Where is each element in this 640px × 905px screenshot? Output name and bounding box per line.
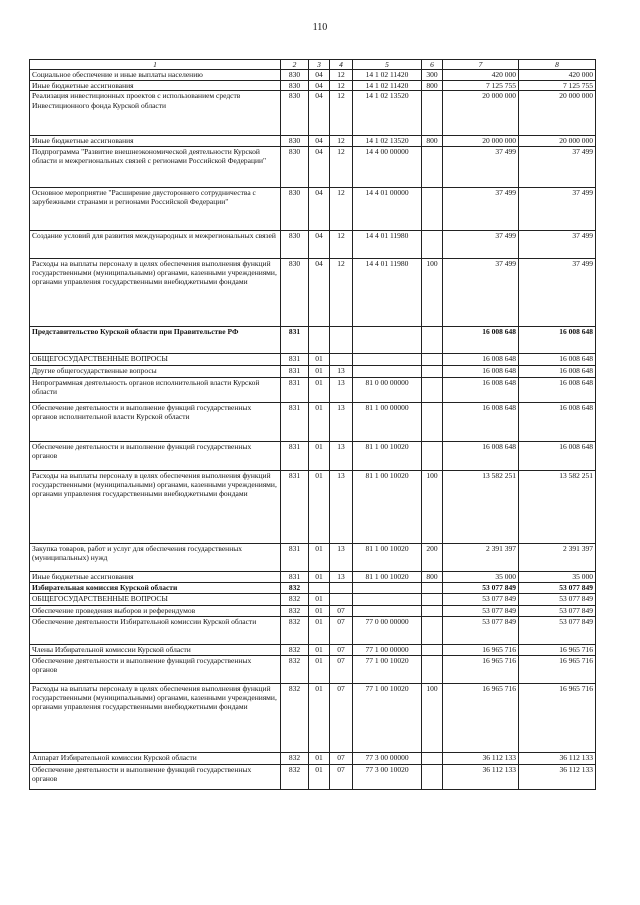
table-row: [30, 80, 596, 90]
section-code-cell: 01: [309, 764, 330, 789]
column-number-row: [30, 60, 596, 70]
department-code-cell: 832: [281, 616, 309, 644]
amount-cell: 36 112 133: [519, 752, 596, 764]
section-code-cell: 01: [309, 616, 330, 644]
target-article-cell: 14 4 01 11980: [353, 230, 422, 258]
amount-cell: 420 000: [443, 70, 519, 80]
subsection-code-cell: 07: [330, 764, 353, 789]
target-article-cell: 81 1 00 10020: [353, 470, 422, 543]
table-row: [30, 353, 596, 365]
target-article-cell: [353, 593, 422, 605]
amount-cell: 53 077 849: [443, 616, 519, 644]
amount-cell: 13 582 251: [443, 470, 519, 543]
expense-type-cell: 300: [422, 70, 443, 80]
expense-type-cell: 100: [422, 683, 443, 752]
table-body: [30, 70, 596, 789]
amount-cell: 16 965 716: [443, 683, 519, 752]
subsection-code-cell: 07: [330, 616, 353, 644]
page-number: 110: [312, 22, 328, 33]
table-row: [30, 326, 596, 353]
target-article-cell: 77 0 00 00000: [353, 616, 422, 644]
expense-name-cell: Иные бюджетные ассигнования: [30, 136, 281, 146]
subsection-code-cell: [330, 326, 353, 353]
target-article-cell: 14 4 01 11980: [353, 258, 422, 326]
target-article-cell: 14 1 02 11420: [353, 70, 422, 80]
subsection-code-cell: 12: [330, 230, 353, 258]
target-article-cell: [353, 353, 422, 365]
department-code-cell: 831: [281, 326, 309, 353]
amount-cell: 16 965 716: [519, 644, 596, 655]
subsection-code-cell: 13: [330, 441, 353, 470]
amount-cell: 16 008 648: [443, 326, 519, 353]
target-article-cell: 81 1 00 00000: [353, 402, 422, 441]
section-code-cell: 04: [309, 136, 330, 146]
section-code-cell: 01: [309, 752, 330, 764]
department-code-cell: 832: [281, 655, 309, 683]
table-row: [30, 136, 596, 146]
amount-cell: 16 008 648: [443, 377, 519, 402]
amount-cell: 16 008 648: [519, 441, 596, 470]
amount-cell: 16 008 648: [519, 365, 596, 377]
expense-name-cell: Члены Избирательной комиссии Курской области: [30, 644, 281, 655]
amount-cell: 16 008 648: [443, 441, 519, 470]
amount-cell: 16 965 716: [443, 644, 519, 655]
amount-cell: 16 965 716: [519, 683, 596, 752]
section-code-cell: 01: [309, 655, 330, 683]
expense-type-cell: 100: [422, 258, 443, 326]
subsection-code-cell: 12: [330, 146, 353, 187]
section-code-cell: 01: [309, 441, 330, 470]
expense-name-cell: Расходы на выплаты персоналу в целях обеспечения выполнения функций государственными (муниципальными) органами, казенными учреждениями, органами управления государственными внебюджетными фондами: [30, 470, 281, 543]
expense-name-cell: Иные бюджетные ассигнования: [30, 80, 281, 90]
department-code-cell: 830: [281, 146, 309, 187]
table-row: [30, 470, 596, 543]
expense-name-cell: Аппарат Избирательной комиссии Курской области: [30, 752, 281, 764]
department-code-cell: 832: [281, 644, 309, 655]
amount-cell: 420 000: [519, 70, 596, 80]
subsection-code-cell: 13: [330, 365, 353, 377]
subsection-code-cell: [330, 353, 353, 365]
section-code-cell: 01: [309, 402, 330, 441]
table-row: [30, 230, 596, 258]
table-row: [30, 605, 596, 616]
table-row: [30, 752, 596, 764]
table-row: [30, 402, 596, 441]
amount-cell: 37 499: [519, 230, 596, 258]
department-code-cell: 831: [281, 365, 309, 377]
subsection-code-cell: 07: [330, 752, 353, 764]
department-code-cell: 831: [281, 571, 309, 582]
expense-name-cell: Обеспечение деятельности и выполнение функций государственных органов исполнительной власти Курской области: [30, 402, 281, 441]
subsection-code-cell: 12: [330, 91, 353, 136]
table-row: [30, 571, 596, 582]
subsection-code-cell: 13: [330, 571, 353, 582]
expense-name-cell: Непрограммная деятельность органов исполнительной власти Курской области: [30, 377, 281, 402]
department-code-cell: 830: [281, 187, 309, 230]
expense-name-cell: ОБЩЕГОСУДАРСТВЕННЫЕ ВОПРОСЫ: [30, 353, 281, 365]
department-code-cell: 830: [281, 70, 309, 80]
expense-type-cell: [422, 582, 443, 593]
amount-cell: 16 008 648: [443, 353, 519, 365]
expense-name-cell: Расходы на выплаты персоналу в целях обеспечения выполнения функций государственными (муниципальными) органами, казенными учреждениями, органами управления государственными внебюджетными фондами: [30, 683, 281, 752]
target-article-cell: [353, 365, 422, 377]
expense-type-cell: [422, 593, 443, 605]
subsection-code-cell: 13: [330, 470, 353, 543]
table-row: [30, 644, 596, 655]
target-article-cell: 77 1 00 10020: [353, 655, 422, 683]
department-code-cell: 831: [281, 441, 309, 470]
department-code-cell: 832: [281, 593, 309, 605]
expense-type-cell: [422, 441, 443, 470]
amount-cell: 20 000 000: [443, 136, 519, 146]
budget-table: [29, 59, 596, 790]
expense-type-cell: 100: [422, 470, 443, 543]
target-article-cell: 77 3 00 10020: [353, 764, 422, 789]
section-code-cell: 04: [309, 91, 330, 136]
expense-name-cell: Обеспечение деятельности и выполнение функций государственных органов: [30, 655, 281, 683]
table-row: [30, 377, 596, 402]
target-article-cell: 14 1 02 13520: [353, 91, 422, 136]
expense-name-cell: Закупка товаров, работ и услуг для обеспечения государственных (муниципальных) нужд: [30, 543, 281, 571]
subsection-code-cell: 12: [330, 187, 353, 230]
subsection-code-cell: 12: [330, 258, 353, 326]
amount-cell: 16 008 648: [443, 365, 519, 377]
expense-type-cell: [422, 230, 443, 258]
amount-cell: 16 008 648: [519, 353, 596, 365]
section-code-cell: 04: [309, 70, 330, 80]
department-code-cell: 830: [281, 91, 309, 136]
section-code-cell: 01: [309, 605, 330, 616]
target-article-cell: 77 1 00 10020: [353, 683, 422, 752]
expense-type-cell: [422, 326, 443, 353]
target-article-cell: [353, 582, 422, 593]
expense-name-cell: Обеспечение деятельности Избирательной комиссии Курской области: [30, 616, 281, 644]
department-code-cell: 830: [281, 80, 309, 90]
amount-cell: 20 000 000: [519, 136, 596, 146]
expense-type-cell: [422, 187, 443, 230]
expense-type-cell: [422, 616, 443, 644]
amount-cell: 53 077 849: [519, 605, 596, 616]
amount-cell: 2 391 397: [443, 543, 519, 571]
section-code-cell: 01: [309, 353, 330, 365]
target-article-cell: 77 1 00 00000: [353, 644, 422, 655]
expense-type-cell: [422, 365, 443, 377]
amount-cell: 16 965 716: [519, 655, 596, 683]
column-number: 1: [30, 60, 281, 70]
amount-cell: 53 077 849: [519, 616, 596, 644]
target-article-cell: 14 1 02 13520: [353, 136, 422, 146]
subsection-code-cell: 12: [330, 70, 353, 80]
department-code-cell: 831: [281, 543, 309, 571]
amount-cell: 53 077 849: [443, 582, 519, 593]
expense-type-cell: [422, 764, 443, 789]
subsection-code-cell: [330, 582, 353, 593]
section-code-cell: 01: [309, 365, 330, 377]
section-code-cell: 04: [309, 80, 330, 90]
expense-name-cell: Обеспечение проведения выборов и референдумов: [30, 605, 281, 616]
target-article-cell: 81 1 00 10020: [353, 441, 422, 470]
expense-type-cell: [422, 752, 443, 764]
amount-cell: 35 000: [443, 571, 519, 582]
department-code-cell: 830: [281, 230, 309, 258]
expense-type-cell: [422, 91, 443, 136]
expense-type-cell: [422, 605, 443, 616]
column-number: 4: [330, 60, 353, 70]
table-row: [30, 258, 596, 326]
amount-cell: 7 125 755: [443, 80, 519, 90]
expense-type-cell: [422, 644, 443, 655]
column-number: 3: [309, 60, 330, 70]
department-code-cell: 832: [281, 582, 309, 593]
section-code-cell: 04: [309, 258, 330, 326]
section-code-cell: 01: [309, 593, 330, 605]
department-code-cell: 832: [281, 683, 309, 752]
expense-name-cell: Основное мероприятие "Расширение двустороннего сотрудничества с зарубежными странами и регионами Российской Федерации": [30, 187, 281, 230]
table-row: [30, 441, 596, 470]
amount-cell: 37 499: [443, 146, 519, 187]
section-code-cell: 04: [309, 146, 330, 187]
expense-type-cell: 800: [422, 136, 443, 146]
target-article-cell: [353, 605, 422, 616]
department-code-cell: 830: [281, 258, 309, 326]
department-code-cell: 832: [281, 605, 309, 616]
table-row: [30, 655, 596, 683]
expense-type-cell: [422, 146, 443, 187]
amount-cell: 36 112 133: [443, 752, 519, 764]
amount-cell: 37 499: [519, 258, 596, 326]
target-article-cell: 14 4 01 00000: [353, 187, 422, 230]
subsection-code-cell: [330, 593, 353, 605]
section-code-cell: 01: [309, 644, 330, 655]
subsection-code-cell: 07: [330, 683, 353, 752]
expense-name-cell: Обеспечение деятельности и выполнение функций государственных органов: [30, 441, 281, 470]
amount-cell: 7 125 755: [519, 80, 596, 90]
department-code-cell: 831: [281, 377, 309, 402]
table-row: [30, 91, 596, 136]
section-code-cell: [309, 326, 330, 353]
amount-cell: 20 000 000: [519, 91, 596, 136]
subsection-code-cell: 13: [330, 402, 353, 441]
table-row: [30, 593, 596, 605]
column-number: 5: [353, 60, 422, 70]
department-code-cell: 831: [281, 470, 309, 543]
table-row: [30, 543, 596, 571]
section-code-cell: 01: [309, 683, 330, 752]
column-number: 6: [422, 60, 443, 70]
expense-name-cell: Расходы на выплаты персоналу в целях обеспечения выполнения функций государственными (муниципальными) органами, казенными учреждениями, органами управления государственными внебюджетными фондами: [30, 258, 281, 326]
expense-type-cell: [422, 377, 443, 402]
amount-cell: 16 008 648: [443, 402, 519, 441]
expense-name-cell: Социальное обеспечение и иные выплаты населению: [30, 70, 281, 80]
section-code-cell: 01: [309, 543, 330, 571]
subsection-code-cell: 07: [330, 644, 353, 655]
subsection-code-cell: 13: [330, 377, 353, 402]
subsection-code-cell: 07: [330, 605, 353, 616]
section-code-cell: 01: [309, 470, 330, 543]
expense-type-cell: 800: [422, 80, 443, 90]
expense-name-cell: Обеспечение деятельности и выполнение функций государственных органов: [30, 764, 281, 789]
amount-cell: 35 000: [519, 571, 596, 582]
expense-name-cell: Реализация инвестиционных проектов с использованием средств Инвестиционного фонда Курской области: [30, 91, 281, 136]
section-code-cell: 04: [309, 230, 330, 258]
expense-name-cell: Другие общегосударственные вопросы: [30, 365, 281, 377]
amount-cell: 37 499: [443, 258, 519, 326]
amount-cell: 16 965 716: [443, 655, 519, 683]
department-code-cell: 831: [281, 353, 309, 365]
expense-name-cell: Избирательная комиссия Курской области: [30, 582, 281, 593]
amount-cell: 37 499: [519, 146, 596, 187]
amount-cell: 2 391 397: [519, 543, 596, 571]
table-row: [30, 187, 596, 230]
table-row: [30, 764, 596, 789]
target-article-cell: 14 4 00 00000: [353, 146, 422, 187]
expense-name-cell: ОБЩЕГОСУДАРСТВЕННЫЕ ВОПРОСЫ: [30, 593, 281, 605]
department-code-cell: 830: [281, 136, 309, 146]
expense-name-cell: Представительство Курской области при Правительстве РФ: [30, 326, 281, 353]
department-code-cell: 832: [281, 764, 309, 789]
table-row: [30, 582, 596, 593]
amount-cell: 16 008 648: [519, 326, 596, 353]
expense-type-cell: 200: [422, 543, 443, 571]
table-row: [30, 616, 596, 644]
table-row: [30, 146, 596, 187]
section-code-cell: [309, 582, 330, 593]
department-code-cell: 832: [281, 752, 309, 764]
department-code-cell: 831: [281, 402, 309, 441]
subsection-code-cell: 13: [330, 543, 353, 571]
amount-cell: 53 077 849: [519, 582, 596, 593]
target-article-cell: 81 1 00 10020: [353, 543, 422, 571]
table-row: [30, 683, 596, 752]
subsection-code-cell: 07: [330, 655, 353, 683]
table-row: [30, 70, 596, 80]
expense-type-cell: [422, 402, 443, 441]
table-row: [30, 365, 596, 377]
amount-cell: 20 000 000: [443, 91, 519, 136]
amount-cell: 16 008 648: [519, 377, 596, 402]
amount-cell: 37 499: [443, 230, 519, 258]
section-code-cell: 01: [309, 571, 330, 582]
expense-type-cell: 800: [422, 571, 443, 582]
target-article-cell: 14 1 02 11420: [353, 80, 422, 90]
expense-type-cell: [422, 655, 443, 683]
amount-cell: 53 077 849: [519, 593, 596, 605]
column-number: 2: [281, 60, 309, 70]
amount-cell: 36 112 133: [443, 764, 519, 789]
expense-type-cell: [422, 353, 443, 365]
subsection-code-cell: 12: [330, 136, 353, 146]
column-number: 8: [519, 60, 596, 70]
expense-name-cell: Иные бюджетные ассигнования: [30, 571, 281, 582]
section-code-cell: 01: [309, 377, 330, 402]
target-article-cell: 81 0 00 00000: [353, 377, 422, 402]
amount-cell: 13 582 251: [519, 470, 596, 543]
expense-name-cell: Подпрограмма "Развитие внешнеэкономической деятельности Курской области и межрегиональных связей с регионами Российской Федерации": [30, 146, 281, 187]
amount-cell: 36 112 133: [519, 764, 596, 789]
column-number: 7: [443, 60, 519, 70]
target-article-cell: 77 3 00 00000: [353, 752, 422, 764]
amount-cell: 53 077 849: [443, 593, 519, 605]
expense-name-cell: Создание условий для развития международных и межрегиональных связей: [30, 230, 281, 258]
amount-cell: 16 008 648: [519, 402, 596, 441]
amount-cell: 37 499: [519, 187, 596, 230]
section-code-cell: 04: [309, 187, 330, 230]
target-article-cell: [353, 326, 422, 353]
amount-cell: 37 499: [443, 187, 519, 230]
amount-cell: 53 077 849: [443, 605, 519, 616]
subsection-code-cell: 12: [330, 80, 353, 90]
target-article-cell: 81 1 00 10020: [353, 571, 422, 582]
